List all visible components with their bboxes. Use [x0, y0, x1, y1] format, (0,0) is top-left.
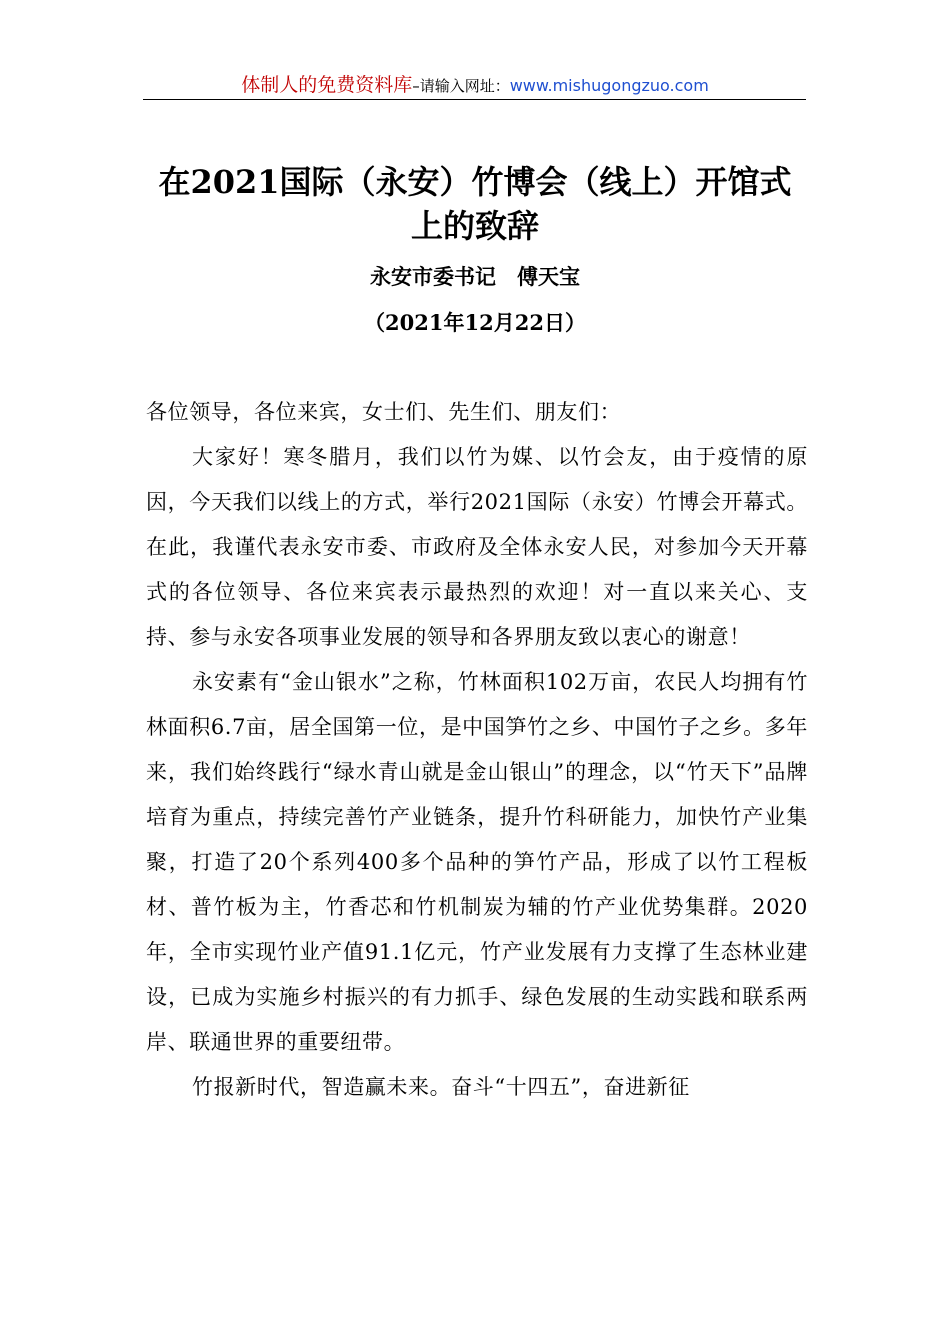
header-divider	[143, 99, 806, 100]
salutation: 各位领导，各位来宾，女士们、先生们、朋友们：	[146, 400, 622, 424]
document-body	[146, 390, 808, 1110]
page-header	[145, 70, 805, 100]
site-url-link[interactable]: www.mishugongzuo.com	[509, 76, 709, 95]
paragraph: 竹报新时代，智造赢未来。奋斗“十四五”，奋进新征	[192, 1075, 690, 1099]
document-author: 永安市委书记 傅天宝	[370, 264, 580, 289]
paragraph: 永安素有“金山银水”之称，竹林面积102万亩，农民人均拥有竹林面积6.7亩，居全国第一位，是中国笋竹之乡、中国竹子之乡。多年来，我们始终践行“绿水青山就是金山银山”的理念，以“竹天下”品牌培育为重点，持续完善竹产业链条，提升竹科研能力，加快竹产业集聚，打造了20个系列400多个品种的笋竹产品，形成了以竹工程板材、普竹板为主，竹香芯和竹机制炭为辅的竹产业优势集群。2020年，全市实现竹业产值91.1亿元，竹产业发展有力支撑了生态林业建设，已成为实施乡村振兴的有力抓手、绿色发展的生动实践和联系两岸、联通世界的重要纽带。	[146, 670, 808, 1054]
url-prompt: –请输入网址：	[412, 77, 510, 95]
paragraph: 大家好！寒冬腊月，我们以竹为媒、以竹会友，由于疫情的原因，今天我们以线上的方式，举行2021国际（永安）竹博会开幕式。在此，我谨代表永安市委、市政府及全体永安人民，对参加今天开幕式的各位领导、各位来宾表示最热烈的欢迎！对一直以来关心、支持、参与永安各项事业发展的领导和各界朋友致以衷心的谢意！	[146, 445, 808, 649]
site-name: 体制人的免费资料库	[241, 74, 413, 96]
document-date: （2021年12月22日）	[364, 310, 586, 335]
document-title: 在2021国际（永安）竹博会（线上）开馆式上的致辞	[158, 163, 792, 245]
